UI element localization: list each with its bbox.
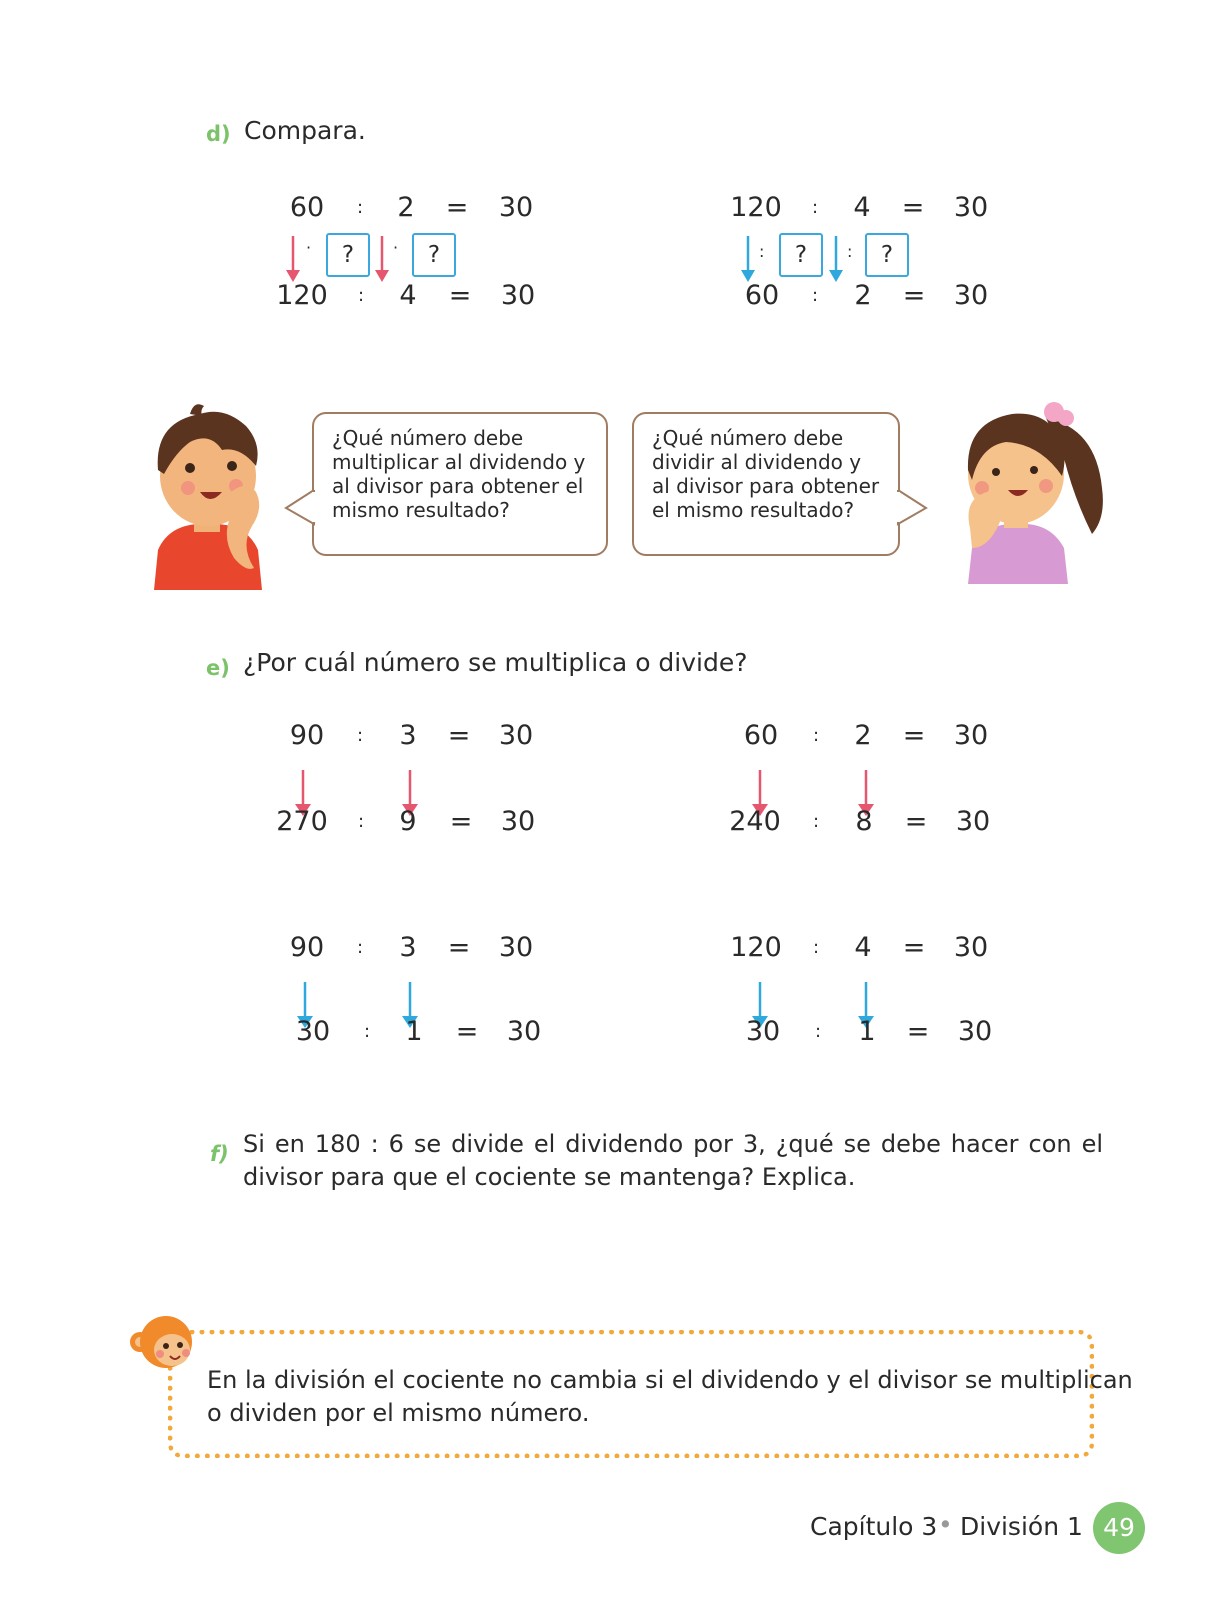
girl-speech-bubble: [632, 412, 900, 556]
bubble-line: al divisor para obtener el: [332, 474, 584, 498]
girl-illustration: [946, 398, 1106, 584]
equals-sign: =: [448, 280, 472, 311]
rule-note-box: [168, 1330, 1094, 1458]
divisor: 8: [855, 806, 873, 837]
divisor: 3: [399, 932, 417, 963]
dividend: 120: [276, 280, 328, 311]
division-sign: :: [356, 725, 364, 746]
quotient: 30: [953, 280, 989, 311]
divisor: 4: [853, 192, 871, 223]
equals-sign: =: [447, 720, 471, 751]
divisor: 4: [399, 280, 417, 311]
quotient: 30: [957, 1016, 993, 1047]
equals-sign: =: [447, 932, 471, 963]
division-sign: :: [811, 197, 819, 218]
boy-illustration: [130, 400, 280, 590]
answer-box[interactable]: ?: [412, 233, 456, 277]
division-sign: :: [363, 1021, 371, 1042]
arrow-down-icon: [375, 236, 389, 282]
dividend: 90: [289, 932, 325, 963]
quotient: 30: [498, 192, 534, 223]
divisor: 2: [854, 720, 872, 751]
bubble-tail: [896, 490, 928, 526]
footer-bullet: •: [938, 1510, 953, 1539]
multiply-sign: ·: [393, 238, 399, 257]
dividend: 90: [289, 720, 325, 751]
division-sign: :: [812, 811, 820, 832]
division-sign: :: [759, 242, 765, 261]
quotient: 30: [955, 806, 991, 837]
division-sign: :: [356, 937, 364, 958]
bubble-line: mismo resultado?: [332, 498, 510, 522]
rule-note-line1: En la división el cociente no cambia si el dividendo y el divisor se multiplican: [207, 1366, 1133, 1394]
division-sign: :: [357, 285, 365, 306]
quotient: 30: [953, 192, 989, 223]
quotient: 30: [953, 720, 989, 751]
dividend: 60: [289, 192, 325, 223]
equals-sign: =: [445, 192, 469, 223]
equals-sign: =: [449, 806, 473, 837]
dividend: 30: [295, 1016, 331, 1047]
answer-box[interactable]: ?: [779, 233, 823, 277]
equals-sign: =: [901, 192, 925, 223]
quotient: 30: [953, 932, 989, 963]
arrow-down-icon: [829, 236, 843, 282]
dividend: 120: [730, 932, 782, 963]
quotient: 30: [500, 806, 536, 837]
section-f-line1: Si en 180 : 6 se divide el dividendo por 3, ¿qué se debe hacer con el: [243, 1130, 1103, 1158]
equals-sign: =: [904, 806, 928, 837]
quotient: 30: [498, 720, 534, 751]
equals-sign: =: [902, 280, 926, 311]
divisor: 4: [854, 932, 872, 963]
section-d-title: Compara.: [244, 116, 366, 145]
dividend: 240: [729, 806, 781, 837]
equals-sign: =: [902, 720, 926, 751]
bubble-tail: [284, 490, 316, 526]
section-e-title: ¿Por cuál número se multiplica o divide?: [243, 648, 748, 677]
divisor: 1: [405, 1016, 423, 1047]
division-sign: :: [356, 197, 364, 218]
equals-sign: =: [906, 1016, 930, 1047]
division-sign: :: [357, 811, 365, 832]
divisor: 3: [399, 720, 417, 751]
division-sign: :: [847, 242, 853, 261]
division-sign: :: [812, 725, 820, 746]
multiply-sign: ·: [306, 238, 312, 257]
boy-speech-bubble: [312, 412, 608, 556]
answer-box[interactable]: ?: [865, 233, 909, 277]
divisor: 2: [854, 280, 872, 311]
quotient: 30: [500, 280, 536, 311]
dividend: 60: [743, 720, 779, 751]
divisor: 2: [397, 192, 415, 223]
footer-section: División 1: [960, 1512, 1083, 1541]
division-sign: :: [811, 285, 819, 306]
division-sign: :: [812, 937, 820, 958]
quotient: 30: [498, 932, 534, 963]
division-sign: :: [814, 1021, 822, 1042]
bubble-line: dividir al dividendo y: [652, 450, 862, 474]
bubble-line: el mismo resultado?: [652, 498, 855, 522]
section-f-line2: divisor para que el cociente se mantenga? Explica.: [243, 1163, 856, 1191]
section-e-label: e): [206, 656, 230, 680]
equals-sign: =: [902, 932, 926, 963]
answer-box[interactable]: ?: [326, 233, 370, 277]
footer-chapter: Capítulo 3: [810, 1512, 938, 1541]
bubble-line: al divisor para obtener: [652, 474, 880, 498]
divisor: 9: [399, 806, 417, 837]
divisor: 1: [858, 1016, 876, 1047]
dividend: 60: [744, 280, 780, 311]
bubble-line: ¿Qué número debe: [332, 426, 524, 450]
section-d-label: d): [206, 122, 231, 146]
dividend: 30: [745, 1016, 781, 1047]
equals-sign: =: [455, 1016, 479, 1047]
page-number: 49: [1093, 1502, 1145, 1554]
monkey-icon: [128, 1312, 198, 1378]
bubble-line: ¿Qué número debe: [652, 426, 844, 450]
quotient: 30: [506, 1016, 542, 1047]
rule-note-line2: o dividen por el mismo número.: [207, 1399, 590, 1427]
bubble-line: multiplicar al dividendo y: [332, 450, 586, 474]
section-f-label: f): [210, 1142, 229, 1166]
dividend: 120: [730, 192, 782, 223]
dividend: 270: [276, 806, 328, 837]
